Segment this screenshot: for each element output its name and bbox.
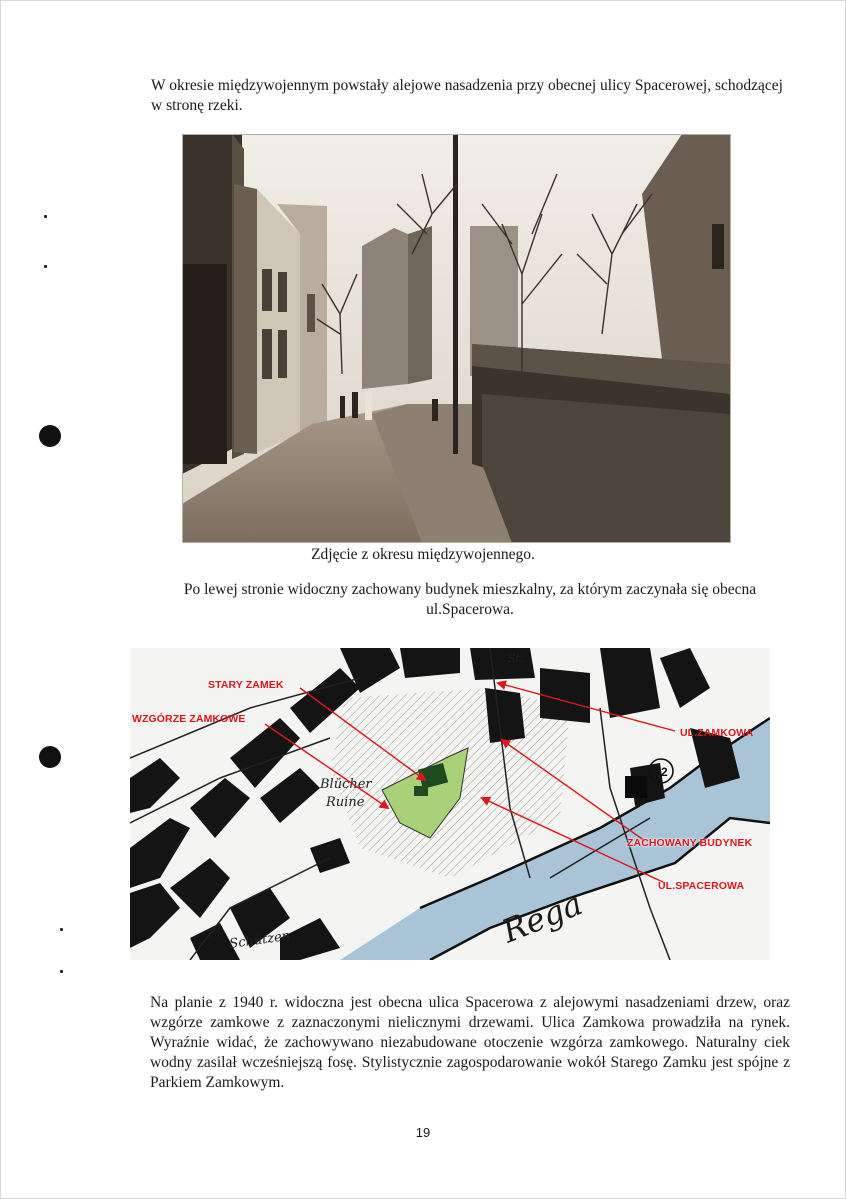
label-ul-zamkowa: UL.ZAMKOWA [680,727,754,739]
map-text-street: St. [508,652,524,665]
map-text-ruine: Ruine [326,795,365,810]
map-text-bluecher: Blücher [320,777,372,792]
label-ul-spacerowa: UL.SPACEROWA [658,880,745,892]
speck [60,970,63,973]
photo-caption: Zdjęcie z okresu międzywojennego. [311,546,535,563]
label-zachowany-budynek: ZACHOWANY BUDYNEK [627,837,753,849]
speck [60,928,63,931]
map-text-schutzen: Schützen [228,928,292,952]
punch-hole-bottom [39,746,61,768]
punch-hole-top [39,425,61,447]
page-number: 19 [415,1125,431,1140]
map-number: 12 [654,765,668,779]
photo-description: Po lewej stronie widoczny zachowany budynek mieszkalny, za którym zaczynała się obecna ul.Spacerowa. [183,581,757,618]
body-paragraph: Na planie z 1940 r. widoczna jest obecna ulica Spacerowa z alejowymi nasadzeniami drzew, oraz wzgórze zamkowe z zaznaczonymi nielicznymi drzewami. Ulica Zamkowa prowadziła na rynek. Wyraźnie widać, że zachowywano niezabudowane otoczenie wzgórza zamkowego. Naturalny ciek wodny zasilał wcześniejszą fosę. Stylistycznie zagospodarowanie wokół Starego Zamku jest spójne z Parkiem Zamkowym. [150,994,790,1091]
intro-paragraph: W okresie międzywojennym powstały alejowe nasadzenia przy obecnej ulicy Spacerowej, schodzącej w stronę rzeki. [151,77,783,114]
label-stary-zamek: STARY ZAMEK [208,679,284,691]
label-wzgorze-zamkowe: WZGÓRZE ZAMKOWE [132,713,246,725]
historic-photo [182,134,731,543]
speck [44,265,47,268]
speck [44,215,47,218]
historic-map [130,648,770,960]
map-river-name: Rega [496,884,588,951]
